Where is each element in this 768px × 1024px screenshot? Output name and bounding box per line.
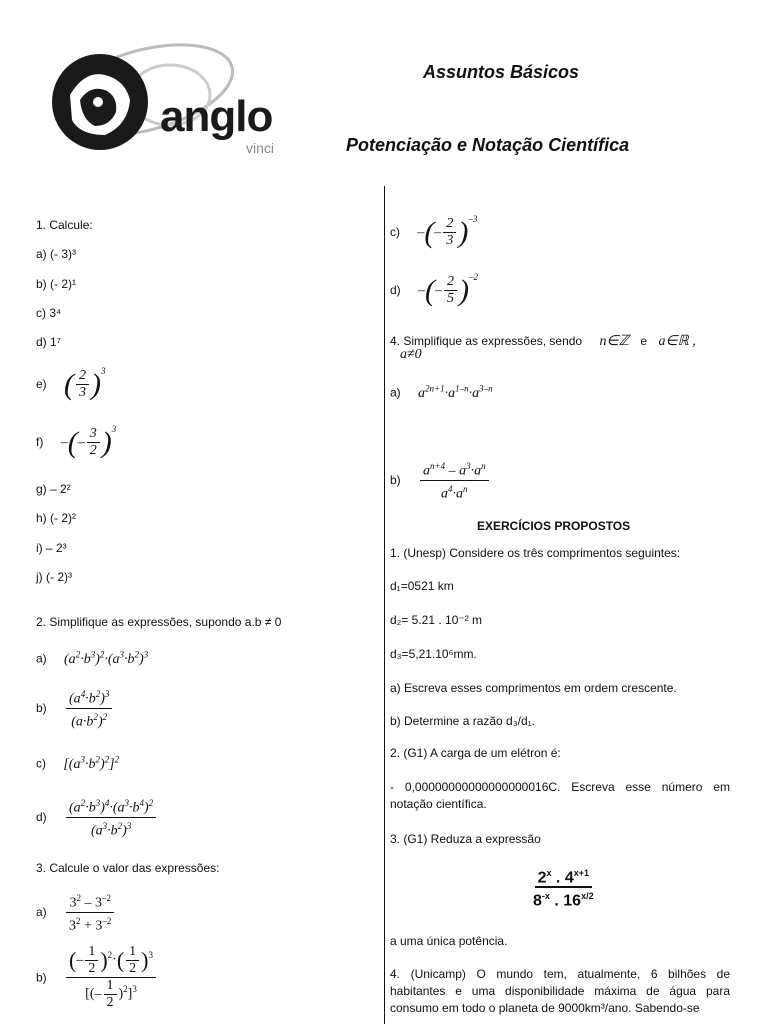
- q1-c: c) 3⁴: [36, 306, 62, 320]
- problem-3: 3. (G1) Reduza a expressão: [390, 832, 541, 846]
- problem-1-d2: d₂= 5.21 . 10⁻² m: [390, 613, 483, 627]
- q4-cond-nonzero: a≠0: [400, 347, 422, 362]
- q4-a: a) $a^{2n+1}\cdot a^{1-n}\cdot a^{3-n}$: [390, 383, 493, 401]
- q3-b-label: b): [36, 970, 47, 985]
- header-subtitle: Potenciação e Notação Científica: [346, 135, 630, 155]
- q2-c: c) $[(a^3\cdot b^2)^2]^2$: [36, 754, 120, 772]
- problem-2-text: - 0,00000000000000000016C. Escreva esse número em notação científica.: [390, 780, 730, 811]
- q4-b-label: b): [390, 473, 401, 488]
- q2-c-label: c): [36, 756, 46, 771]
- q3-c-label: c): [390, 225, 400, 239]
- q4-e: e: [640, 334, 648, 348]
- logo-subtext: vinci: [246, 140, 275, 156]
- q1-d: d) 1⁷: [36, 335, 62, 349]
- q4-text: 4. Simplifique as expressões, sendo: [390, 334, 583, 348]
- problem-1: 1. (Unesp) Considere os três comprimentos seguintes:: [390, 546, 681, 560]
- q1-f-label: f): [36, 435, 44, 449]
- q2-b-label: b): [36, 701, 47, 716]
- q2-a-label: a): [36, 651, 47, 666]
- problem-3-expression: $\frac{2^x . 4^{x+1}}{8^{-x} . 16^{x/2}}$: [528, 865, 599, 910]
- problem-2: 2. (G1) A carga de um elétron é:: [390, 746, 561, 760]
- q3-c: c) –(– $\frac{2}{3}$ )$^{-3}$: [390, 214, 478, 249]
- q1-f: f) –(– $\frac{3}{2}$ )$^3$: [36, 424, 117, 459]
- q2-b: b) $\frac{(a^4\cdot b^2)^3}{(a\cdot b^2)^2}$: [36, 686, 114, 730]
- q2-a: a) $(a^2\cdot b^3)^2\cdot(a^3\cdot b^2)^3$: [36, 649, 149, 667]
- problem-1-d3: d₃=5,21.10⁶mm.: [390, 647, 477, 661]
- q1-g: g) – 2²: [36, 482, 71, 496]
- question-3: 3. Calcule o valor das expressões:: [36, 861, 220, 875]
- question-4: [390, 333, 696, 350]
- question-2: 2. Simplifique as expressões, supondo a.b ≠ 0: [36, 615, 282, 629]
- q1-e-label: e): [36, 377, 47, 391]
- q1-i: i) – 2³: [36, 541, 67, 555]
- q1-h: h) (- 2)²: [36, 511, 76, 525]
- q1-j: j) (- 2)³: [36, 570, 72, 584]
- q2-d: d) $\frac{(a^2\cdot b^3)^4\cdot(a^3\cdot b^4)^2}{(a^3\cdot b^2)^3}$: [36, 795, 158, 839]
- problem-1-a: a) Escreva esses comprimentos em ordem crescente.: [390, 681, 677, 695]
- q4-cond-n: n∈ℤ: [599, 334, 630, 349]
- q1-b: b) (- 2)¹: [36, 277, 76, 291]
- logo-text: anglo: [160, 92, 273, 141]
- problem-1-d1: d₁=0521 km: [390, 579, 454, 593]
- problem-1-b: b) Determine a razão d₃/d₁.: [390, 714, 536, 728]
- q2-d-label: d): [36, 810, 47, 825]
- q1-a: a) (- 3)³: [36, 247, 76, 261]
- problem-4: 4. (Unicamp) O mundo tem, atualmente, 6 bilhões de habitantes e uma disponibilidade máxima de água para consumo em todo o planeta de 9000km³/ano. Sabendo-se: [390, 967, 730, 1015]
- q4-b: b) $\frac{a^{n+4} - a^3\cdot a^n}{a^4\cdot a^n}$: [390, 458, 491, 502]
- logo: [50, 40, 290, 170]
- problem-3-tail: a uma única potência.: [390, 934, 508, 948]
- column-divider: [384, 186, 385, 1024]
- header-title: Assuntos Básicos: [423, 62, 580, 82]
- q3-a: a) $\frac{3^2 - 3^{-2}}{3^2 + 3^{-2}}$: [36, 890, 116, 934]
- q1-e: e) ( $\frac{2}{3}$ )$^3$: [36, 366, 106, 401]
- question-1: 1. Calcule:: [36, 218, 93, 232]
- section-title: EXERCÍCIOS PROPOSTOS: [477, 519, 631, 533]
- q3-a-label: a): [36, 905, 47, 920]
- q4-cond-a: a∈ℝ ,: [658, 334, 696, 349]
- q3-b: b) (– $\frac{1}{2}$ )$^2$·( $\frac{1}{2}$ )$^3$ [(– $\frac{1}{2}$ )$^2$]$^3$: [36, 944, 158, 1011]
- q3-d-label: d): [390, 283, 401, 297]
- q3-d: d) –(– $\frac{2}{5}$ )$^{-2}$: [390, 272, 479, 307]
- q4-a-label: a): [390, 385, 401, 400]
